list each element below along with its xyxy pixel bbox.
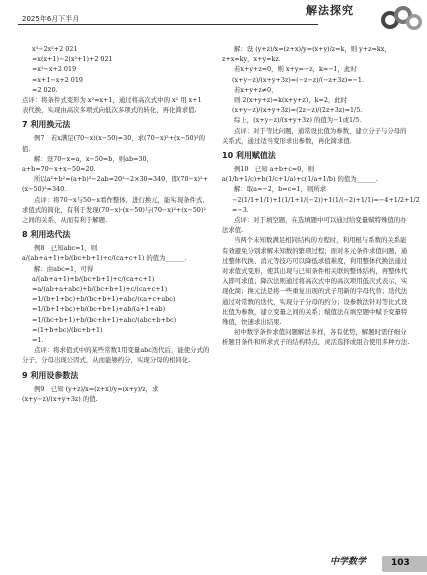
comment-9: 点评：对于等比问题，通常设比值为参数，建立分子与分母的关系式，通过适当变形求出参数，再化简求值. xyxy=(222,126,407,145)
equation-line: x³−2x²+2 021 xyxy=(32,45,78,53)
right-column xyxy=(222,44,420,348)
equation-line: =1/(b+1+bc)+b/(bc+b+1)+ab/(a+1+ab) xyxy=(32,305,166,314)
solution-9d: 若x+y+z≠0， xyxy=(234,85,278,94)
comment-10: 点评：对于填空题，在选填题中可以通过给变量赋特殊值的办法求值. xyxy=(222,216,407,235)
page-header xyxy=(0,0,427,40)
section-heading-10: 10 利用赋值法 xyxy=(222,151,276,161)
solution-9g: 综上，(x+y−z)/(x+y+3z) 的值为−1或1/5. xyxy=(234,116,362,125)
equation-line: =x(x+1)−2(x²+1)+2 021 xyxy=(32,55,113,64)
equation-line: =x²−x+2 019 xyxy=(32,65,77,74)
solution-7b: 所以a²+b²=(a+b)²−2ab=20²−2×30=340，即(70−x)²+(x−50)²=340. xyxy=(22,175,208,194)
section-title: 解法探究 xyxy=(306,4,354,17)
equation-line: −2(1/1+1/1)+1(1/1+1/(−2))+1(1/(−2)+1/1)=−4+1/2+1/2 xyxy=(232,195,420,204)
solution-10a: 解：取a=−2，b=c=1，则所求 xyxy=(234,185,327,194)
solution-9a: 解：设 (y+z)/x=(z+x)/y=(x+y)/z=k，则 y+z=kx，z+x=ky，x+y=kz. xyxy=(222,45,391,64)
section-heading-8: 8 利用迭代法 xyxy=(22,230,71,240)
solution-9e: 则 2(x+y+z)=k(x+y+z)，k=2，此时 xyxy=(234,96,348,105)
equation-line: =x+1−x+2 019 xyxy=(32,75,83,84)
comment-7: 点评：将70−x与50−x看作整体，进行换元，能实现条件式、求值式的简化，有利于发现(70−x)·(x−50)与(70−x)²+(x−50)²之间的关系，从而有利于解题. xyxy=(22,195,209,225)
decorative-flower-icon xyxy=(376,2,426,38)
section-heading-9: 9 利用设参数法 xyxy=(22,370,79,380)
solution-8-intro: 解：由abc=1，可得 xyxy=(34,264,94,273)
equation-line: =1. xyxy=(32,336,44,345)
comment-6: 点评：将条件式变形为 x²=x+1，通过将高次式中的 x² 用 x+1 表代换，实现由高次多项式向低次多项式的转化，再化简求值. xyxy=(22,96,202,115)
equation-line: =a/(ab+a+abc)+b/(bc+b+1)+c/(ca+c+1) xyxy=(32,285,168,294)
journal-date: 2025年6月下半月 xyxy=(22,15,80,23)
example-9: 例9 已知 (y+z)/x=(z+x)/y=(x+y)/z，求 (x+y−z)/(x+y+3z) 的值. xyxy=(22,384,159,403)
example-8: 例8 已知abc=1，则 a/(ab+a+1)+b/(bc+b+1)+c/(ca+c+1) 的值为______. xyxy=(22,244,187,263)
solution-9b: 若x+y+z=0，则 x+y=−z，k=−1，此时 xyxy=(234,65,357,74)
solution-7a: 解：设70−x=a，x−50=b，则ab=30，a+b=70−x+x−50=20. xyxy=(22,154,153,174)
example-7: 例7 若x满足(70−x)(x−50)=30，求(70−x)²+(x−50)²的值. xyxy=(22,134,206,153)
equation-line: =1/(b+1+bc)+b/(bc+b+1)+abc/(ca+c+abc) xyxy=(32,295,176,304)
equation-line: =−3. xyxy=(232,205,249,214)
conclusion-paragraph: 初中数学条件求值问题解法多样，各有优势，解题时需仔细分析题目条件和所求式子的结构特点，灵活选择或组合使用多种方法. xyxy=(222,328,410,347)
summary-paragraph: 当两个未知数满足相同结构的方程时，利用根与系数的关系能有效避免分别求解未知数的繁琐过程；面对多元条件求值问题，通过整体代换、消元等技巧可以降低求值难度，利用整体代换法通过对求值式变形，使其出现与已知条件相关联的整体结构，再整体代入即可求值；降次法则通过将高次式中的高次项用低次式表示，实现化简；换元法是将一些重复出现的式子用新的字母代替；迭代法通过对常数的迭代，实现分子分母的约分；设参数法针对等比式设比值为参数，建立变量之间的关系；赋值法在填空题中赋予变量特殊值，快速求出结果. xyxy=(222,236,408,327)
page-number: 103 xyxy=(391,558,410,568)
equation-line: (x+y−z)/(x+y+3z)=(2z−z)/(2z+3z)=1/5. xyxy=(232,106,363,115)
header-rule xyxy=(18,24,318,25)
left-column xyxy=(22,44,210,404)
equation-line: (x+y−z)/(x+y+3z)=(−z−z)/(−z+3z)=−1. xyxy=(232,75,365,84)
equation-line: =1/(bc+b+1)+b/(bc+b+1)+abc/(abc+b+bc) xyxy=(32,315,177,324)
example-10: 例10 已知 a+b+c=0，则 a(1/b+1/c)+b(1/c+1/a)+c(1/a+1/b) 的值为______. xyxy=(222,165,378,184)
equation-line: =2 020. xyxy=(32,85,58,94)
equation-line: =(1+b+bc)/(bc+b+1) xyxy=(32,325,103,334)
journal-brand: 中学数学 xyxy=(330,557,367,567)
section-heading-7: 7 利用换元法 xyxy=(22,120,71,130)
comment-8: 点评：将求值式中的某些常数1用变量abc迭代后，能使分式的分子、分母出现公因式，从而能够约分，实现分母的相同化. xyxy=(22,346,210,365)
page-footer xyxy=(0,556,427,575)
equation-line: a/(ab+a+1)+b/(bc+b+1)+c/(ca+c+1) xyxy=(32,274,155,283)
